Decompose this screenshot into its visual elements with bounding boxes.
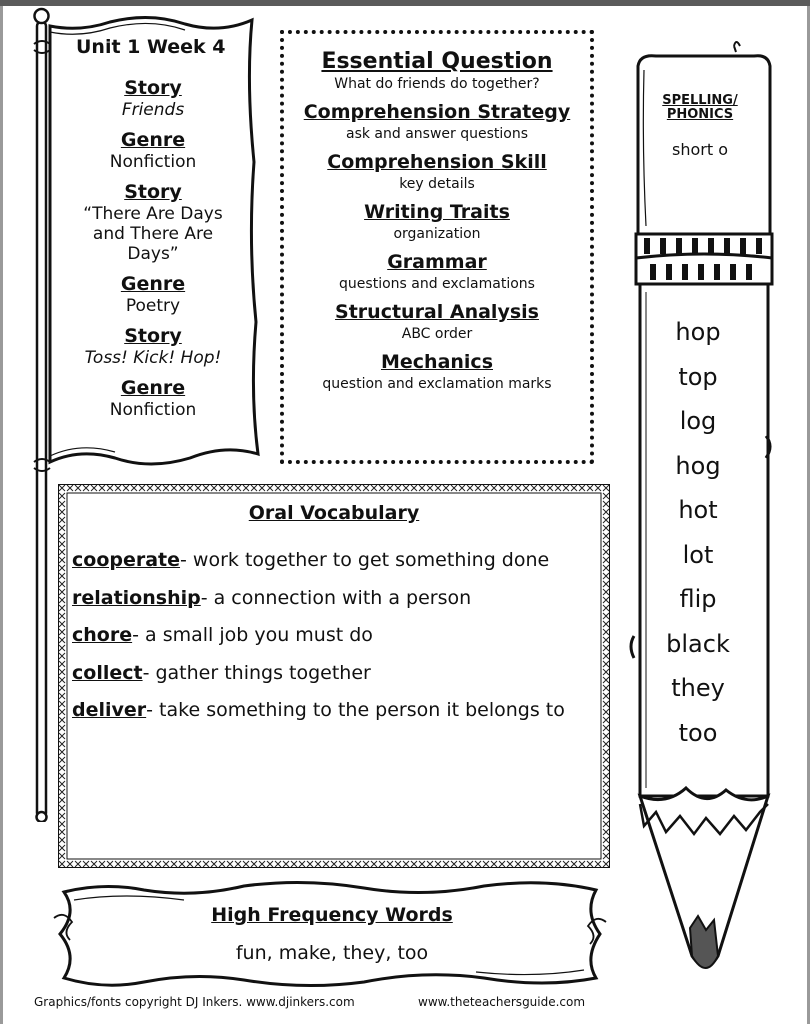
- vocabulary-item: [72, 692, 565, 730]
- skill-value: key details: [399, 176, 475, 192]
- schedule-value: “There Are Days and There Are Days”: [83, 204, 223, 264]
- vocabulary-item: [72, 655, 565, 693]
- vocabulary-term: cooperate: [72, 549, 181, 571]
- unit-week-title: Unit 1 Week 4: [76, 36, 226, 58]
- vocabulary-term: chore: [72, 624, 133, 646]
- skill-heading: Comprehension Strategy: [303, 101, 571, 123]
- skill-heading: Comprehension Skill: [327, 151, 547, 173]
- schedule-list: [60, 74, 246, 428]
- spelling-phonics-title: [640, 94, 760, 122]
- spelling-word: too: [678, 718, 718, 747]
- oral-vocabulary-box: [58, 484, 610, 868]
- spelling-word: hot: [678, 496, 718, 524]
- spelling-word: black: [666, 629, 730, 658]
- skill-heading: Structural Analysis: [335, 301, 539, 323]
- source-website: www.theteachersguide.com: [418, 995, 586, 1009]
- schedule-heading: Story: [124, 325, 182, 347]
- schedule-value: Nonfiction: [109, 400, 197, 420]
- vocabulary-term: deliver: [72, 699, 147, 721]
- schedule-value: Poetry: [125, 296, 181, 316]
- schedule-value: Friends: [121, 100, 185, 120]
- essential-question-title: Essential Question: [321, 49, 553, 74]
- vocabulary-definition: - a connection with a person: [200, 586, 472, 609]
- skill-value: organization: [393, 226, 481, 242]
- schedule-heading: Story: [124, 181, 182, 203]
- skill-heading: Grammar: [387, 251, 487, 273]
- copyright-credit: Graphics/fonts copyright DJ Inkers. www.djinkers.com: [34, 995, 355, 1009]
- schedule-heading: Story: [124, 77, 182, 99]
- vocabulary-definition: - a small job you must do: [132, 624, 373, 646]
- skill-value: questions and exclamations: [339, 276, 535, 292]
- vocabulary-term: collect: [72, 661, 143, 684]
- schedule-value: Toss! Kick! Hop!: [84, 348, 222, 368]
- spelling-word: lot: [682, 540, 714, 569]
- high-frequency-words: fun, make, they, too: [235, 942, 429, 964]
- schedule-heading: Genre: [120, 129, 186, 151]
- high-frequency-banner-graphic: [44, 878, 616, 990]
- phonics-pattern: short o: [672, 140, 728, 159]
- spelling-word-list: [640, 310, 756, 755]
- spelling-word: hog: [675, 451, 721, 480]
- vocabulary-definition: - work together to get something done: [180, 549, 550, 571]
- spelling-word: log: [679, 407, 717, 435]
- schedule-heading: Genre: [120, 273, 186, 295]
- vocabulary-item: [72, 580, 565, 618]
- skill-value: question and exclamation marks: [322, 376, 552, 392]
- viewer-left-edge: [0, 6, 3, 1024]
- skill-value: ask and answer questions: [345, 126, 528, 142]
- schedule-value: Nonfiction: [109, 152, 197, 172]
- skill-heading: Mechanics: [380, 351, 493, 373]
- vocabulary-term: relationship: [72, 586, 201, 609]
- vocabulary-list: [72, 542, 565, 730]
- skill-value: ABC order: [401, 326, 473, 342]
- high-frequency-title: High Frequency Words: [211, 904, 453, 926]
- schedule-heading: Genre: [120, 377, 186, 399]
- spelling-title-line2: PHONICS: [666, 107, 734, 122]
- spelling-word: flip: [679, 585, 717, 613]
- spelling-word: they: [671, 674, 725, 702]
- vocabulary-item: [72, 617, 565, 655]
- skill-heading: Writing Traits: [364, 201, 510, 223]
- spelling-word: top: [678, 362, 718, 391]
- spelling-title-line1: SPELLING/: [662, 93, 738, 108]
- essential-question-box: [280, 30, 594, 464]
- reading-schedule-panel: [60, 26, 260, 458]
- essential-question-text: What do friends do together?: [334, 76, 540, 92]
- spelling-word: hop: [675, 318, 721, 346]
- vocabulary-definition: - take something to the person it belongs to: [146, 699, 565, 721]
- vocabulary-item: [72, 542, 565, 580]
- oral-vocabulary-title: Oral Vocabulary: [248, 502, 420, 524]
- vocabulary-definition: - gather things together: [142, 661, 371, 684]
